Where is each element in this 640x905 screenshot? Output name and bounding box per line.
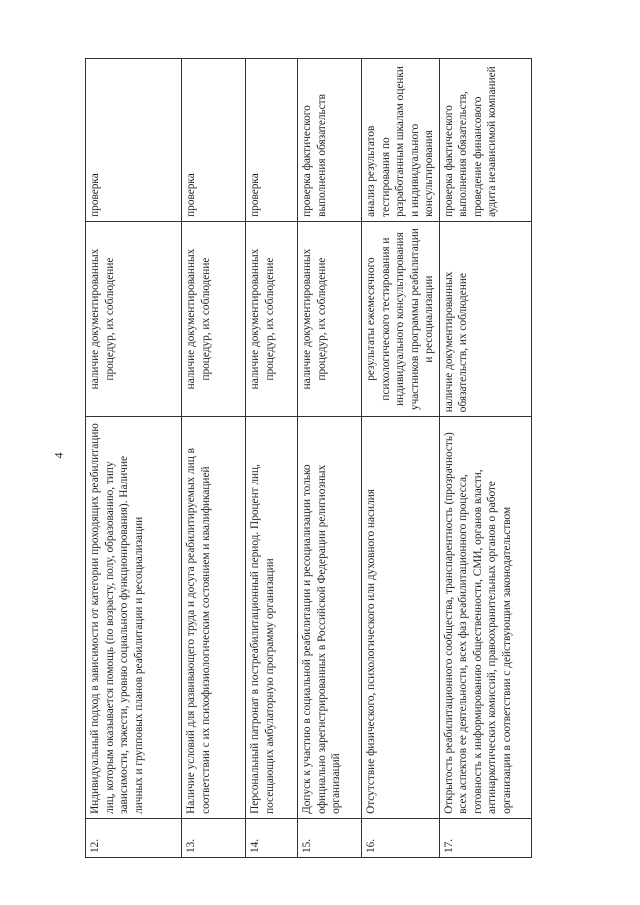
page-number: 4 <box>51 452 66 459</box>
method-cell: проверка фактического выполнения обязательств <box>298 59 362 222</box>
table-row <box>86 59 182 858</box>
indicator-cell: наличие документированных процедур, их соблюдение <box>86 221 182 416</box>
table-row <box>362 59 440 858</box>
criterion-cell: Допуск к участию в социальной реабилитации и ресоциализации только официально зарегистрированных в Российской Федерации религиозных организаций <box>298 417 362 819</box>
criterion-cell: Наличие условий для развивающего труда и досуга реабилитируемых лиц в соответствии с их психофизиологическим состоянием и квалификацией <box>182 417 246 819</box>
row-number: 17. <box>439 818 531 857</box>
indicator-cell: наличие документированных процедур, их соблюдение <box>182 221 246 416</box>
table-row <box>298 59 362 858</box>
indicator-cell: результаты ежемесячного психологического тестирования и индивидуального консультирования участников программы реабилитации и ресоциализации <box>362 221 440 416</box>
method-cell: проверка <box>86 59 182 222</box>
criterion-cell: Отсутствие физического, психологического или духовного насилия <box>362 417 440 819</box>
row-number: 15. <box>298 818 362 857</box>
criterion-cell: Индивидуальный подход в зависимости от категории проходящих реабилитацию лиц, которым оказывается помощь (по возрасту, полу, образованию, типу зависимости, тяжести, уровню социального функционирования). Наличие личных и групповых планов реабилитации и ресоциализации <box>86 417 182 819</box>
method-cell: проверка <box>246 59 298 222</box>
indicator-cell: наличие документированных процедур, их соблюдение <box>246 221 298 416</box>
criterion-cell: Открытость реабилитационного сообщества, транспарентность (прозрачность) всех аспектов ее деятельности, всех фаз реабилитационного процесса, готовность к информированию общественности, СМИ, органов власти, антинаркотических комиссий, правоохранительных органов о работе организации в соответствии с действующим законодательством <box>439 417 531 819</box>
method-cell: анализ результатов тестирования по разработанным шкалам оценки и индивидуального консультирования <box>362 59 440 222</box>
table-row <box>246 59 298 858</box>
criterion-cell: Персональный патронат в постреабилитационный период. Процент лиц, посещающих амбулаторную программу организации <box>246 417 298 819</box>
table-row <box>182 59 246 858</box>
criteria-table <box>85 58 532 858</box>
criteria-table-wrapper <box>85 58 517 858</box>
indicator-cell: наличие документированных обязательств, их соблюдение <box>439 221 531 416</box>
method-cell: проверка фактического выполнения обязательств, проведение финансового аудита независимой компанией <box>439 59 531 222</box>
method-cell: проверка <box>182 59 246 222</box>
row-number: 13. <box>182 818 246 857</box>
table-row <box>439 59 531 858</box>
indicator-cell: наличие документированных процедур, их соблюдение <box>298 221 362 416</box>
row-number: 14. <box>246 818 298 857</box>
row-number: 16. <box>362 818 440 857</box>
row-number: 12. <box>86 818 182 857</box>
